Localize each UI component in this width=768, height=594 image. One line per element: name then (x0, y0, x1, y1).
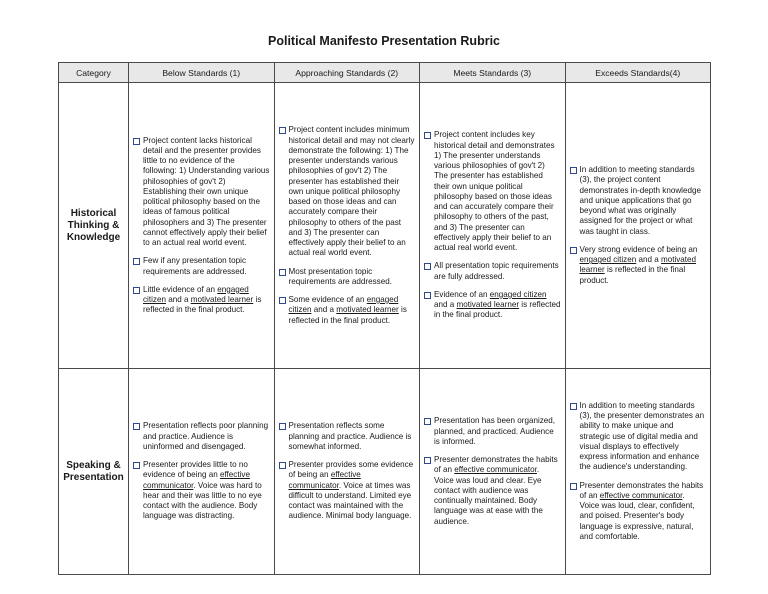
checkbox-square-icon (424, 457, 431, 464)
category-cell (59, 369, 129, 575)
emphasis-term: effective communicator (599, 490, 683, 500)
criteria-item (133, 460, 270, 522)
criteria-item (570, 165, 707, 237)
criteria-cell (565, 83, 711, 369)
criteria-text: All presentation topic requirements are fully addressed. (434, 261, 559, 281)
criteria-text: . Voice was hard to hear and their was little to no eye contact with the audience. Body language was distracting. (143, 480, 262, 521)
criteria-item (424, 130, 561, 253)
checkbox-square-icon (133, 423, 140, 430)
criteria-item (133, 256, 270, 277)
emphasis-term: engaged citizen (143, 284, 249, 304)
column-header-approaching-standards: Approaching Standards (2) (274, 63, 420, 83)
criteria-text: Little evidence of an (143, 284, 218, 294)
category-line: Speaking & (66, 459, 121, 471)
emphasis-term: effective communicator (288, 470, 361, 490)
criteria-text: and a (311, 305, 337, 315)
criteria-text: is reflected in the final product. (434, 300, 561, 320)
criteria-item (133, 285, 270, 316)
criteria-cell (129, 369, 275, 575)
criteria-text: Presentation reflects poor planning and practice. Audience is uninformed and disengaged. (143, 421, 269, 451)
rubric-row-speaking-presentation (59, 369, 711, 575)
criteria-text: Evidence of an (434, 289, 490, 299)
criteria-item (279, 295, 416, 326)
criteria-text: . Voice was loud, clear, confident, and poised. Presenter's body language is expressive, natural, and comfortable. (579, 490, 695, 541)
criteria-item (570, 481, 707, 543)
emphasis-term: effective communicator (454, 465, 537, 475)
criteria-item (424, 261, 561, 282)
criteria-item (424, 455, 561, 527)
emphasis-term: motivated learner (190, 295, 254, 304)
header-row (59, 63, 711, 83)
checkbox-square-icon (279, 462, 286, 469)
criteria-cell (420, 83, 566, 369)
criteria-item (424, 290, 561, 321)
emphasis-term: engaged citizen (288, 295, 399, 315)
criteria-item (279, 460, 416, 522)
criteria-item (570, 401, 707, 473)
page-title: Political Manifesto Presentation Rubric (268, 34, 500, 48)
emphasis-term: motivated learner (579, 255, 697, 275)
criteria-text: Most presentation topic requirements are addressed. (288, 266, 392, 286)
emphasis-term: motivated learner (336, 305, 399, 315)
criteria-item (279, 267, 416, 288)
criteria-text: Very strong evidence of being an (579, 244, 698, 254)
checkbox-square-icon (133, 138, 140, 145)
criteria-text: Some evidence of an (288, 295, 367, 304)
criteria-text: Presentation reflects some planning and practice. Audience is somewhat informed. (288, 421, 412, 451)
criteria-text: is reflected in the final product. (143, 295, 262, 315)
checkbox-square-icon (133, 462, 140, 469)
criteria-text: Presenter demonstrates the habits of an (579, 480, 704, 500)
checkbox-square-icon (279, 297, 286, 304)
rubric-table (58, 62, 711, 575)
checkbox-square-icon (133, 287, 140, 294)
criteria-item (279, 421, 416, 452)
criteria-text: Presentation has been organized, planned, and practiced. Audience is informed. (434, 416, 556, 446)
criteria-item (279, 125, 416, 258)
checkbox-square-icon (570, 247, 577, 254)
category-line: Knowledge (66, 231, 121, 243)
checkbox-square-icon (570, 167, 577, 174)
emphasis-term: effective communicator (143, 470, 250, 490)
category-cell (59, 83, 129, 369)
category-line: Presentation (63, 471, 124, 483)
criteria-cell (274, 369, 420, 575)
criteria-text: Project content includes minimum historical detail and may not clearly demonstrate the following: 1) The presenter understands various philosophies of gov't 2) The presenter has established their own unique political philosophy based on those ideas and can accurately compare their philosophy to others of the past and 3) The presenter can effectively apply their belief to an actual real world event. (288, 125, 415, 258)
checkbox-square-icon (424, 263, 431, 270)
criteria-text: and a (434, 300, 457, 310)
checkbox-square-icon (279, 423, 286, 430)
checkbox-square-icon (279, 127, 286, 134)
criteria-text: . Voice at times was difficult to understand. Limited eye contact was maintained with the audience. Minimal body language. (288, 480, 412, 521)
criteria-text: Few if any presentation topic requirements are addressed. (143, 256, 247, 276)
criteria-cell (420, 369, 566, 575)
criteria-text: Project content lacks historical detail and the presenter provides little to no evidence of the following: 1) Understanding various philosophies of gov't 2) Establishing their own unique political philosophy based on the ideas of famous political philosophers and 3) The presenter cannot effectively apply their belief to an actual real world event. (143, 135, 270, 247)
criteria-text: and a (165, 295, 191, 304)
criteria-text: . Voice was loud and clear. Eye contact with audience was continually maintained. Body language was at ease with the audience. (434, 465, 543, 526)
criteria-cell (274, 83, 420, 369)
column-header-category: Category (59, 63, 129, 83)
criteria-text: Presenter demonstrates the habits of an (434, 455, 558, 475)
criteria-item (424, 416, 561, 447)
criteria-text: and a (636, 255, 661, 265)
category-line: Thinking & (67, 219, 120, 231)
rubric-row-historical-thinking (59, 83, 711, 369)
column-header-meets-standards: Meets Standards (3) (420, 63, 566, 83)
criteria-text: is reflected in the final product. (288, 305, 407, 325)
category-line: Historical (70, 207, 117, 219)
checkbox-square-icon (424, 132, 431, 139)
emphasis-term: motivated learner (456, 300, 520, 310)
criteria-text: Presenter provides little to no evidence of being an (143, 460, 248, 480)
criteria-text: is reflected in the final product. (579, 265, 686, 285)
checkbox-square-icon (570, 483, 577, 490)
criteria-cell (565, 369, 711, 575)
criteria-item (133, 136, 270, 249)
checkbox-square-icon (424, 292, 431, 299)
checkbox-square-icon (424, 418, 431, 425)
criteria-text: In addition to meeting standards (3), the presenter demonstrates an ability to make unique and strategic use of digital media and visual displays to effectively express information and enhance the audience's understanding. (579, 400, 705, 472)
column-header-below-standards: Below Standards (1) (129, 63, 275, 83)
criteria-text: Project content includes key historical detail and demonstrates 1) The presenter understands various philosophies of gov't 2) The presenter has established their own unique political philosophy based on those ideas and can accurately compare their philosophy to others of the past, and 3) The presenter can effectively apply their belief to an actual real world event. (434, 130, 555, 253)
emphasis-term: engaged citizen (489, 289, 547, 299)
criteria-text: Presenter provides some evidence of being an (288, 460, 414, 480)
checkbox-square-icon (570, 403, 577, 410)
criteria-cell (129, 83, 275, 369)
checkbox-square-icon (279, 269, 286, 276)
column-header-exceeds-standards: Exceeds Standards(4) (565, 63, 711, 83)
emphasis-term: engaged citizen (579, 255, 637, 265)
criteria-item (570, 245, 707, 286)
checkbox-square-icon (133, 258, 140, 265)
criteria-item (133, 421, 270, 452)
criteria-text: In addition to meeting standards (3), the project content demonstrates in-depth knowledge and unique applications that go beyond what was originally assigned for the project or what was taught in class. (579, 165, 701, 236)
